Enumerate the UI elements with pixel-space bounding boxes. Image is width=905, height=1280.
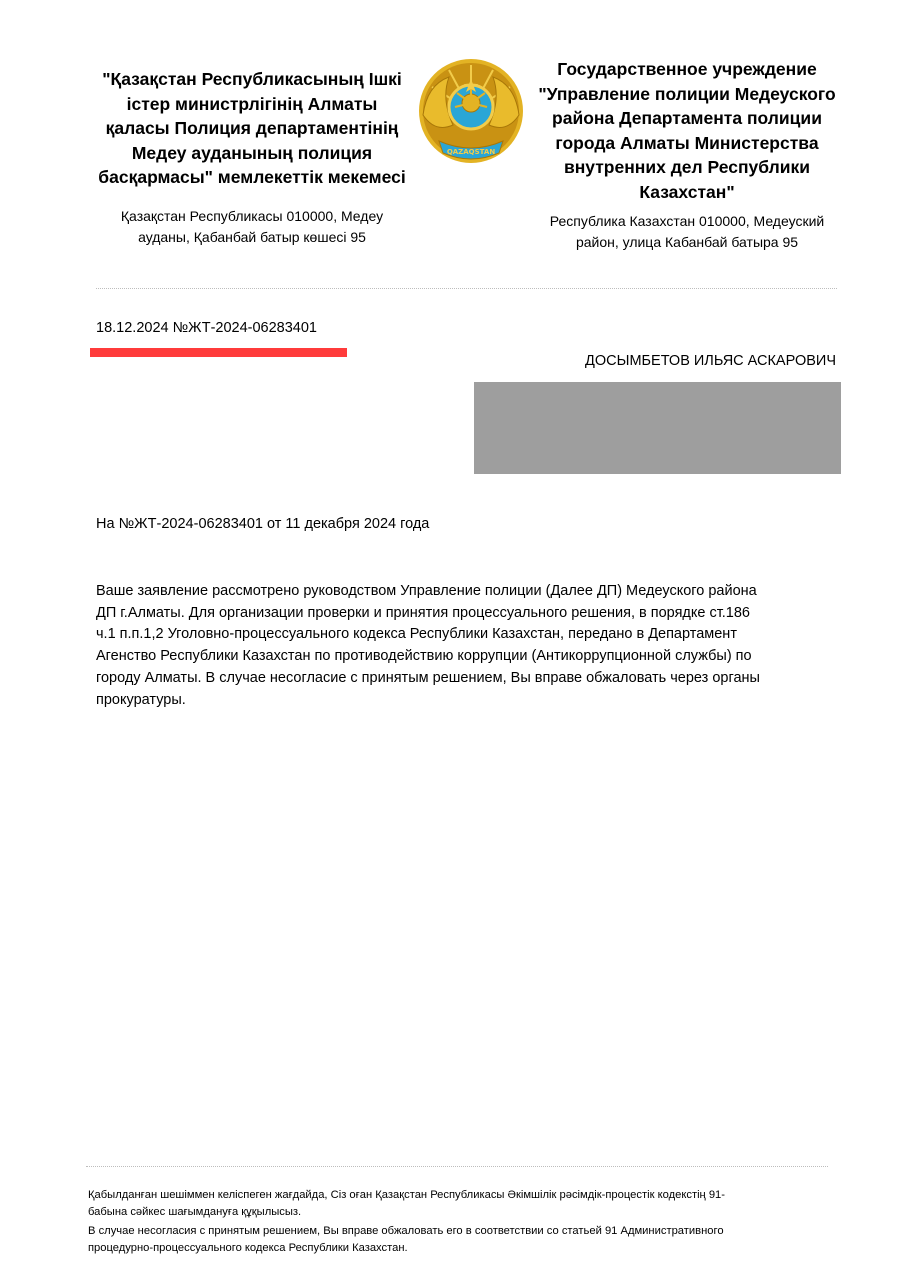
recipient-name: ДОСЫМБЕТОВ ИЛЬЯС АСКАРОВИЧ [585, 353, 836, 369]
header-separator [96, 288, 837, 289]
highlight-bar [90, 348, 347, 357]
svg-text:QAZAQSTAN: QAZAQSTAN [446, 148, 496, 156]
footer-note-ru: В случае несогласия с принятым решением, Вы вправе обжаловать его в соответствии со статьей 91 Административного процедурно-процессуального кодекса Республики Казахстан. [88, 1225, 724, 1254]
header-title-kz: "Қазақстан Республикасының Ішкі істер министрлігінің Алматы қаласы Полиция департаментінің Медеу ауданының полиция басқармасы" мемлекеттік мекемесі [98, 69, 406, 187]
state-emblem-icon [413, 55, 529, 171]
reply-reference: На №ЖТ-2024-06283401 от 11 декабря 2024 года [96, 516, 430, 532]
header-address-kz: Қазақстан Республикасы 010000, Медеу ауданы, Қабанбай батыр көшесі 95 [120, 208, 384, 245]
header-title-ru: Государственное учреждение "Управление полиции Медеуского района Департамента полиции города Алматы Министерства внутренних дел Республики Казахстан" [538, 59, 836, 202]
letter-body: Ваше заявление рассмотрено руководством Управление полиции (Далее ДП) Медеуского района ДП г.Алматы. Для организации проверки и принятия процессуального решения, в порядке ст.186 ч.1 п.п.1,2 Уголовно-процессуального кодекса Республики Казахстан, передано в Департамент Агенство Республики Казахстан по противодействию коррупции (Антикоррупционной службы) по городу Алматы. В случае несогласие с принятым решением, Вы вправе обжаловать через органы прокуратуры. [96, 583, 760, 708]
header-address-ru: Республика Казахстан 010000, Медеуский район, улица Кабанбай батыра 95 [549, 213, 825, 250]
footer-separator [86, 1166, 828, 1167]
redacted-address-block [474, 382, 841, 474]
footer-note-kz: Қабылданған шешіммен келіспеген жағдайда, Сіз оған Қазақстан Республикасы Әкімшілік рәсімдік-процестік кодекстің 91- бабына сәйкес шағымдануға құқылысыз. [88, 1189, 726, 1218]
document-date-number: 18.12.2024 №ЖТ-2024-06283401 [96, 320, 317, 336]
